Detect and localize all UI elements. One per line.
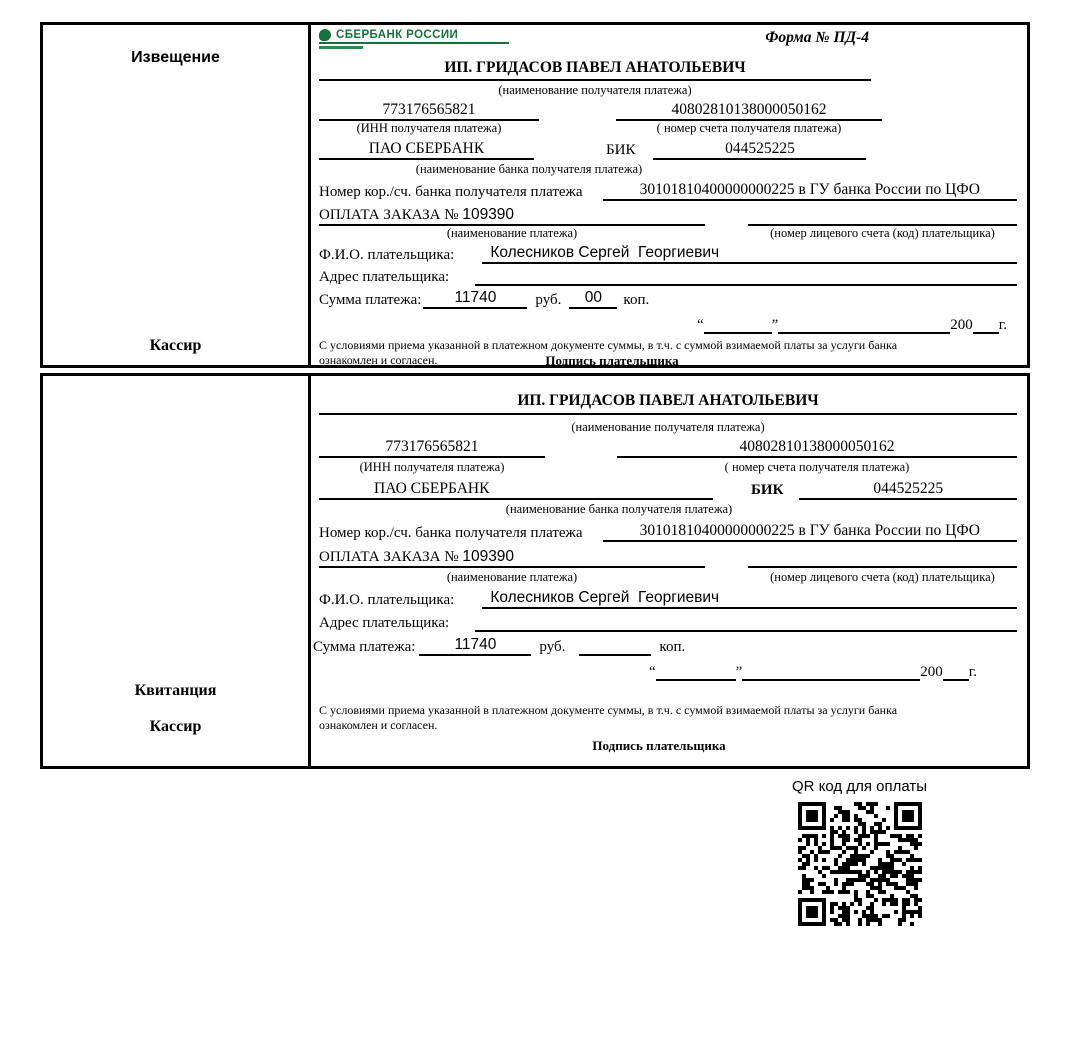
cashier-label: Кассир [149,337,202,354]
payment-purpose-label: ОПЛАТА ЗАКАЗА № [319,207,459,223]
sberbank-logo-text: СБЕРБАНК РОССИИ [336,29,459,41]
recipient-hint: (наименование получателя платежа) [498,83,692,97]
account-hint: ( номер счета получателя платежа) [656,121,842,135]
amount-rub-value: 11740 [419,636,531,656]
date-line [319,315,1007,334]
amount-label: Сумма платежа: [319,292,422,308]
payment-hint: (наименование платежа) [446,226,578,240]
inn-hint: (ИНН получателя платежа) [359,460,505,474]
date-month-blank [742,662,920,681]
personal-account-line [748,207,1017,226]
bik-label: БИК [606,142,636,158]
inn-hint: (ИНН получателя платежа) [356,121,502,135]
amount-kop-value [579,636,651,656]
bank-name-value: ПАО СБЕРБАНК [319,480,713,500]
form-number: Форма № ПД-4 [765,29,869,46]
qr-code [798,802,922,926]
year-blank [973,315,999,334]
bank-name-value: ПАО СБЕРБАНК [319,140,534,160]
rub-label: руб. [539,639,566,655]
cashier-label: Кассир [149,718,202,735]
notice-section [40,22,1030,368]
date-month-blank [778,315,950,334]
payer-name-label: Ф.И.О. плательщика: [319,247,455,263]
order-number-value: 109390 [462,548,515,565]
order-number-value: 109390 [462,206,515,223]
receipt-body [311,376,1027,766]
notice-left-cell [43,25,311,365]
recipient-hint: (наименование получателя платежа) [571,420,765,434]
account-hint: ( номер счета получателя платежа) [724,460,910,474]
payment-hint: (наименование платежа) [446,570,578,584]
corr-account-value: 30101810400000000225 в ГУ банка России по ЦФО [603,522,1017,542]
corr-account-value: 30101810400000000225 в ГУ банка России по ЦФО [603,181,1017,201]
sberbank-emblem-icon [319,29,331,41]
year-prefix: 200 [920,664,943,680]
terms-text: С условиями приема указанной в платежном документе суммы, в т.ч. с суммой взимаемой платы за услуги банка ознакомлен и согласен. Подпись плательщика [319,338,898,368]
bik-value: 044525225 [653,140,866,160]
recipient-name: ИП. ГРИДАСОВ ПАВЕЛ АНАТОЛЬЕВИЧ [319,392,1017,415]
kop-label: коп. [623,292,650,308]
receipt-left-cell [43,376,311,766]
receipt-section [40,373,1030,769]
recipient-name: ИП. ГРИДАСОВ ПАВЕЛ АНАТОЛЬЕВИЧ [319,59,871,81]
bik-label: БИК [751,482,784,498]
terms-text: С условиями приема указанной в платежном документе суммы, в т.ч. с суммой взимаемой платы за услуги банка ознакомлен и согласен. [319,703,898,732]
payer-signature-label: Подпись плательщика [545,353,679,368]
quote-open: “ [648,664,656,680]
date-line [319,662,977,681]
year-suffix: г. [968,664,977,680]
bik-value: 044525225 [799,480,1017,500]
account-value: 40802810138000050162 [616,101,882,121]
corr-account-label: Номер кор./сч. банка получателя платежа [319,525,583,541]
inn-value: 773176565821 [319,101,539,121]
date-day-blank [656,662,736,681]
section-title-notice: Извещение [131,49,220,66]
payer-address-label: Адрес плательщика: [319,269,450,285]
receipt-sheet [40,22,1030,769]
personal-account-hint: (номер лицевого счета (код) плательщика) [770,226,995,240]
quote-open: “ [696,317,704,333]
personal-account-line [748,549,1017,568]
account-value: 40802810138000050162 [617,438,1017,458]
payment-purpose-label: ОПЛАТА ЗАКАЗА № [319,549,459,565]
payer-address-value [475,613,1017,632]
amount-kop-value: 00 [569,289,617,309]
sberbank-tagline-strip [319,46,363,49]
payment-purpose [319,548,705,568]
inn-value: 773176565821 [319,438,545,458]
amount-label: Сумма платежа: [313,639,416,655]
sberbank-logo [319,29,509,49]
qr-block [752,778,967,931]
year-prefix: 200 [950,317,973,333]
kop-label: коп. [659,639,686,655]
payment-purpose [319,206,705,226]
payer-name-value: Колесников Сергей Георгиевич [482,589,1017,609]
section-title-receipt: Квитанция [134,682,217,699]
qr-label: QR код для оплаты [791,778,927,795]
quote-close: ” [735,664,743,680]
payer-address-value [475,267,1017,286]
amount-rub-value: 11740 [423,289,527,309]
year-blank [943,662,969,681]
quote-close: ” [771,317,779,333]
date-day-blank [704,315,772,334]
payer-name-value: Колесников Сергей Георгиевич [482,244,1017,264]
payer-name-label: Ф.И.О. плательщика: [319,592,455,608]
payer-signature-label: Подпись плательщика [592,738,726,753]
rub-label: руб. [535,292,562,308]
year-suffix: г. [998,317,1007,333]
payer-address-label: Адрес плательщика: [319,615,450,631]
corr-account-label: Номер кор./сч. банка получателя платежа [319,184,583,200]
bank-hint: (наименование банка получателя платежа) [415,162,643,176]
personal-account-hint: (номер лицевого счета (код) плательщика) [770,570,995,584]
bank-hint: (наименование банка получателя платежа) [505,502,733,516]
notice-body [311,25,1027,368]
